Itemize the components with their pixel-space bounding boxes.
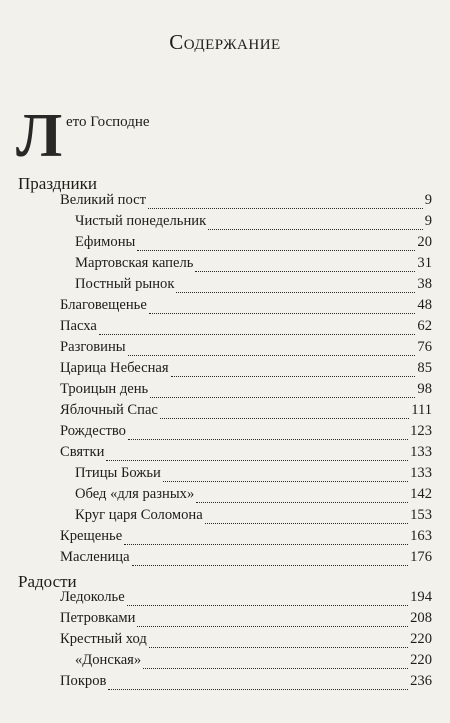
dot-leader (195, 270, 415, 272)
toc-entry (60, 297, 432, 318)
toc-entry-page: 48 (417, 297, 432, 313)
toc-entry-title: Пасха (60, 318, 97, 334)
toc-entry (75, 234, 432, 255)
toc-entry-title: Благовещенье (60, 297, 147, 313)
toc-entry-page: 20 (417, 234, 432, 250)
dot-leader (160, 417, 409, 419)
dot-leader (149, 646, 408, 648)
dot-leader (149, 312, 416, 314)
toc-entry (75, 255, 432, 276)
toc-entry (60, 318, 432, 339)
toc-entry (60, 673, 432, 694)
dot-leader (137, 249, 415, 251)
toc-entry-title: Троицын день (60, 381, 149, 397)
toc-entry-title: Птицы Божьи (75, 465, 161, 481)
toc-entry-title: Чистый понедельник (75, 213, 207, 229)
toc-entry-page: 176 (410, 549, 432, 565)
toc-entry-title: «Донская» (75, 652, 142, 668)
dot-leader (148, 207, 423, 209)
toc-entry (60, 610, 432, 631)
toc-entry-page: 142 (410, 486, 432, 502)
dot-leader (150, 396, 415, 398)
toc-entry (60, 444, 432, 465)
toc-entry-title: Разговины (60, 339, 126, 355)
toc-entry (75, 276, 432, 297)
toc-entry-page: 208 (410, 610, 432, 626)
dot-leader (127, 604, 408, 606)
toc-entry-page: 133 (410, 465, 432, 481)
dot-leader (196, 501, 408, 503)
toc-entry-title: Постный рынок (75, 276, 175, 292)
toc-entry-title: Ефимоны (75, 234, 136, 250)
toc-entry-page: 9 (424, 192, 432, 208)
toc-entry (60, 549, 432, 570)
section-heading-holidays: Праздники (18, 174, 97, 193)
toc-entry (60, 528, 432, 549)
toc-entry-page: 111 (411, 402, 432, 418)
toc-entry (60, 589, 432, 610)
toc-entry-page: 220 (410, 631, 432, 647)
toc-entry-page: 98 (417, 381, 432, 397)
dot-leader (208, 228, 423, 230)
toc-entry-page: 133 (410, 444, 432, 460)
dot-leader (143, 667, 408, 669)
toc-entry-page: 31 (417, 255, 432, 271)
toc-entry-page: 123 (410, 423, 432, 439)
toc-entry-page: 220 (410, 652, 432, 668)
toc-entry-title: Великий пост (60, 192, 146, 208)
toc-entry (60, 423, 432, 444)
dot-leader (124, 543, 408, 545)
toc-entry-title: Круг царя Соломона (75, 507, 203, 523)
toc-entry (60, 360, 432, 381)
toc-entry-title: Обед «для разных» (75, 486, 195, 502)
dropcap-letter: Л (16, 102, 63, 170)
toc-entry-page: 76 (417, 339, 432, 355)
toc-entry (60, 631, 432, 652)
toc-entry-page: 62 (417, 318, 432, 334)
dot-leader (137, 625, 408, 627)
toc-entry-title: Крестный ход (60, 631, 147, 647)
toc-entry (75, 465, 432, 486)
dot-leader (205, 522, 408, 524)
dot-leader (108, 688, 408, 690)
toc-entry-page: 153 (410, 507, 432, 523)
toc-entry (60, 339, 432, 360)
toc-entry-page: 85 (417, 360, 432, 376)
page-title: Содержание (169, 30, 281, 54)
toc-entry-page: 236 (410, 673, 432, 689)
toc-entry-title: Ледокольe (60, 589, 125, 605)
dot-leader (128, 354, 416, 356)
dot-leader (99, 333, 416, 335)
toc-entry (60, 402, 432, 423)
toc-entry-title: Святки (60, 444, 105, 460)
toc-entry-title: Царица Небесная (60, 360, 169, 376)
toc-entry-title: Яблочный Спас (60, 402, 158, 418)
dot-leader (106, 459, 408, 461)
toc-entry-title: Мартовская капель (75, 255, 194, 271)
dot-leader (176, 291, 415, 293)
toc-entry (75, 213, 432, 234)
toc-entry-page: 194 (410, 589, 432, 605)
dot-leader (132, 564, 409, 566)
toc-entry (60, 192, 432, 213)
toc-entry-page: 9 (424, 213, 432, 229)
dot-leader (171, 375, 416, 377)
toc-entry (75, 486, 432, 507)
toc-entry (60, 381, 432, 402)
toc-entry-page: 38 (417, 276, 432, 292)
dot-leader (128, 438, 408, 440)
toc-entry (75, 652, 432, 673)
toc-entry-title: Крещенье (60, 528, 123, 544)
toc-entry-title: Покров (60, 673, 107, 689)
part-heading-text: ето Господне (66, 114, 150, 130)
toc-entry-title: Рождество (60, 423, 126, 439)
section-heading-joys: Радости (18, 572, 77, 591)
toc-entry-title: Масленица (60, 549, 130, 565)
dot-leader (163, 480, 408, 482)
toc-entry-title: Петровками (60, 610, 136, 626)
toc-entry (75, 507, 432, 528)
toc-entry-page: 163 (410, 528, 432, 544)
